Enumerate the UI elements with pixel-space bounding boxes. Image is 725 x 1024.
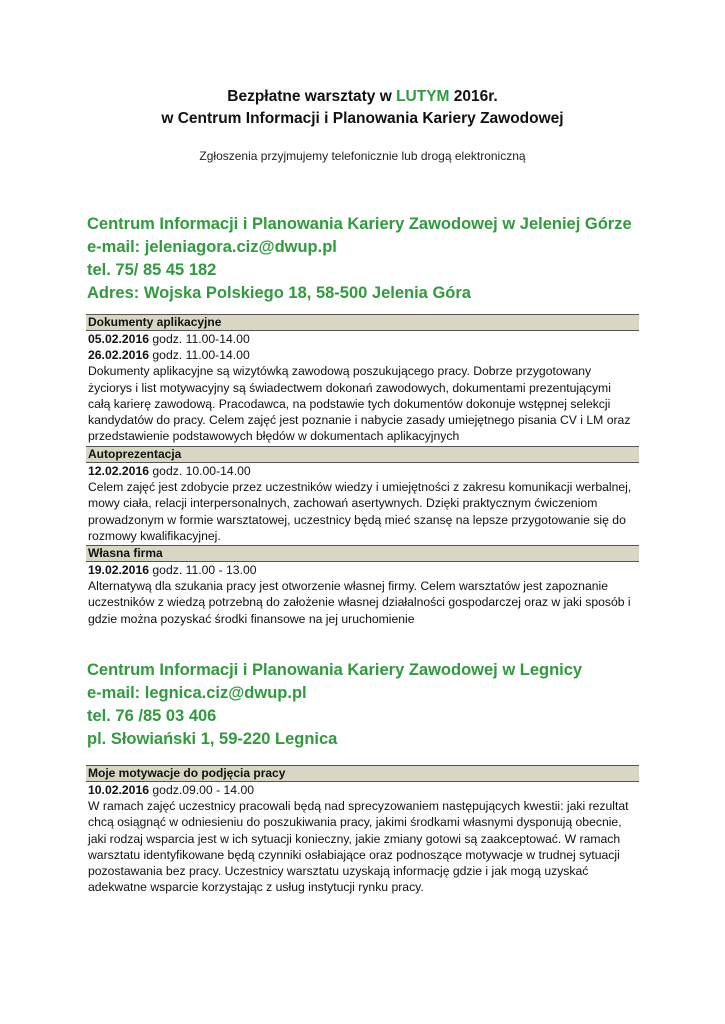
workshop-section [86,446,639,544]
description-line: Alternatywą dla szukania pracy jest otworzenie własnej firmy. Celem warsztatów jest zapoznanie [88,579,608,594]
description-line: Celem zajęć jest zdobycie przez uczestników wiedzy i umiejętności z zakresu komunikacji werbalnej, [88,480,632,495]
date-value: 26.02.2016 [88,348,149,363]
workshop-description [88,798,637,895]
time-value: godz. 11.00-14.00 [149,348,250,363]
date-value: 19.02.2016 [88,563,149,577]
time-value: godz. 11.00-14.00 [149,332,250,346]
description-line: W ramach zajęć uczestnicy pracowali będą nad sprecyzowaniem następujących kwestii: jaki rezultat [88,799,629,814]
title-suffix: 2016r. [449,88,498,105]
time-value: godz. 10.00-14.00 [149,464,251,478]
center-address: pl. Słowiański 1, 59-220 Legnica [87,730,338,748]
workshop-date [88,463,637,479]
workshop-title: Własna firma [86,545,639,562]
description-line: chcą osiągnąć w odniesieniu do poszukiwania pracy, jakimi środkami własnymi dysponują obecnie, [88,815,622,830]
description-line: gdzie można pozyskać środki finansowe na jej uruchomienie [88,611,415,626]
title-prefix: Bezpłatne warsztaty w [227,88,397,105]
date-value: 05.02.2016 [88,332,149,346]
workshop-date [88,562,637,578]
workshop-title: Autoprezentacja [86,446,639,463]
workshop-title: Dokumenty aplikacyjne [86,314,639,331]
center-email: e-mail: jeleniagora.ciz@dwup.pl [87,238,337,256]
workshop-date [88,347,637,363]
date-value: 12.02.2016 [88,464,149,478]
center-name: Centrum Informacji i Planowania Kariery Zawodowej w Jeleniej Górze [87,215,632,233]
description-line: przedstawienie podstawowych błędów w dokumentach aplikacyjnych [88,429,460,444]
workshop-section [86,314,639,444]
registration-note: Zgłoszenia przyjmujemy telefonicznie lub drogą elektroniczną [199,149,526,163]
description-line: rozmowy kwalifikacyjnej. [88,528,221,543]
page-subtitle: w Centrum Informacji i Planowania Kariery Zawodowej [161,110,564,127]
time-value: godz.09.00 - 14.00 [149,783,255,797]
description-line: warsztatu identyfikowane będą czynniki osłabiające oraz podnoszące motywacje w trudnej sytuacji [88,847,620,862]
description-line: kandydatów do pracy. Celem zajęć jest poznanie i nabycie zasady umiejętnego pisania CV i LM oraz [88,413,631,428]
center-email: e-mail: legnica.ciz@dwup.pl [87,684,307,702]
workshop-title: Moje motywacje do podjęcia pracy [86,765,639,782]
title-month: LUTYM [396,88,450,105]
time-value: godz. 11.00 - 13.00 [149,563,257,577]
page-title [0,88,725,106]
workshop-date [88,331,637,347]
center-phone: tel. 75/ 85 45 182 [87,261,217,279]
workshop-description [88,479,637,544]
description-line: jaki rodzaj wsparcia jest w ich sytuacji konieczny, jakie zmiany gotowi są zaakceptować. W ramach [88,831,621,846]
center-address: Adres: Wojska Polskiego 18, 58-500 Jelenia Góra [87,284,471,302]
workshop-section [86,545,639,627]
workshop-date [88,782,637,798]
center-name: Centrum Informacji i Planowania Kariery Zawodowej w Legnicy [87,661,583,679]
center-phone: tel. 76 /85 03 406 [87,707,217,725]
center-info-legnica [87,659,647,751]
description-line: adekwatne wsparcie korzystając z usług instytucji rynku pracy. [88,880,424,895]
description-line: życiorys i list motywacyjny są świadectwem dokonań zawodowych, dokumentami prezentującymi [88,380,611,395]
description-line: całą karierę zawodową. Pracodawca, na podstawie tych dokumentów dokonuje wstępnej selekcji [88,396,611,411]
description-line: uczestników z wiedzą potrzebną do założenie własnej działalności gospodarczej oraz w jaki sposób i [88,595,631,610]
center-info-jelenia-gora [87,213,647,305]
workshop-section [86,765,639,895]
workshop-description [88,363,637,444]
workshop-description [88,578,637,627]
description-line: pozostawania bez pracy. Uczestnicy warsztatu uzyskają informację gdzie i jak mogą uzyskać [88,864,589,879]
description-line: Dokumenty aplikacyjne są wizytówką zawodową poszukującego pracy. Dobrze przygotowany [88,364,592,379]
description-line: mowy ciała, relacji interpersonalnych, zachowań asertywnych. Dzięki praktycznym ćwiczeniom [88,496,598,511]
description-line: prowadzonym w formie warsztatowej, uczestnicy będą mieć szansę na lepsze przygotowanie się do [88,512,626,527]
date-value: 10.02.2016 [88,783,149,797]
